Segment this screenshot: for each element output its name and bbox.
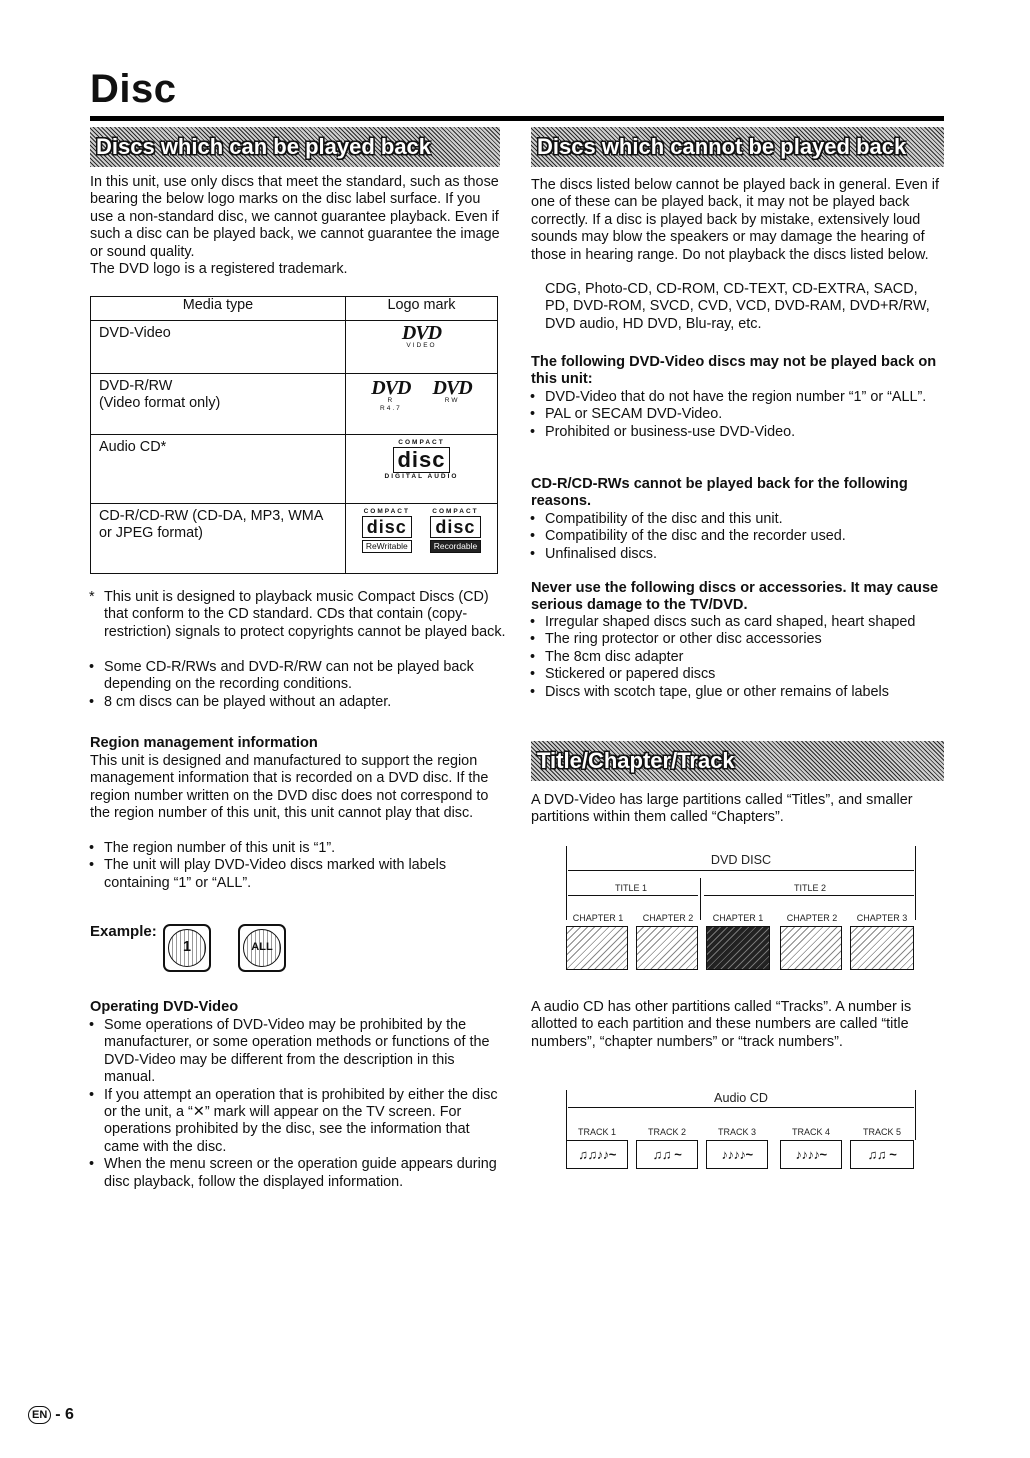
footnote-list	[88, 589, 506, 641]
list-item: • Compatibility of the disc and this unit.	[529, 511, 943, 528]
audio-cd-diagram	[566, 1090, 916, 1170]
music-note-icon: ♪♪♪♪~	[780, 1140, 842, 1169]
list-item: • Compatibility of the disc and the recorder used.	[529, 528, 943, 545]
dvd-disc-label: DVD DISC	[710, 853, 772, 867]
list-item: • DVD-Video that do not have the region number “1” or “ALL”.	[529, 389, 943, 406]
track-label: TRACK 4	[791, 1127, 830, 1137]
list-item: • Stickered or papered discs	[529, 666, 947, 683]
operating-list	[88, 1017, 506, 1191]
title-2-label: TITLE 2	[793, 883, 826, 893]
language-badge: EN	[28, 1406, 51, 1424]
never-use-list	[529, 614, 947, 701]
recordable-label: Recordable	[430, 540, 481, 553]
media-cell: DVD-Video	[91, 321, 346, 374]
list-item: • The region number of this unit is “1”.	[88, 840, 506, 857]
chapter-thumbnail	[566, 926, 628, 970]
never-use-heading: Never use the following discs or accessories. It may cause serious damage to the TV/DVD.	[531, 580, 939, 614]
chapter-label: CHAPTER 1	[712, 913, 764, 923]
music-note-icon: ♪♪♪♪~	[706, 1140, 768, 1169]
cdr-list	[529, 511, 943, 563]
region-text: This unit is designed and manufactured to support the region management information that is recorded on a DVD disc. If the region number written on the DVD disc does not correspond to the region number of this unit, this unit cannot play that disc.	[90, 753, 489, 822]
title-1-label: TITLE 1	[614, 883, 647, 893]
track-label: TRACK 3	[717, 1127, 756, 1137]
page-title: Disc	[90, 67, 177, 111]
section-heading-title-chapter-track: Title/Chapter/Track	[531, 741, 944, 781]
title-1-arrow	[568, 895, 698, 896]
list-item: • The ring protector or other disc accessories	[529, 631, 947, 648]
music-note-icon: ♫♫♪♪~	[566, 1140, 628, 1169]
track-label: TRACK 5	[862, 1127, 901, 1137]
list-item: • Irregular shaped discs such as card shaped, heart shaped	[529, 614, 947, 631]
list-item: • PAL or SECAM DVD-Video.	[529, 406, 943, 423]
list-item: • Some operations of DVD-Video may be prohibited by the manufacturer, or some operation methods or functions of the DVD-Video may be different from the description in this manual.	[88, 1017, 506, 1087]
col-media-header: Media type	[91, 297, 346, 321]
media-cell: CD-R/CD-RW (CD-DA, MP3, WMA or JPEG format)	[91, 504, 346, 574]
dvd-r-rw-logo: DVD R R4.7 DVD RW	[346, 374, 498, 435]
chapter-thumbnail	[636, 926, 698, 970]
trademark-text: The DVD logo is a registered trademark.	[90, 261, 348, 277]
dvd-logo-text: DVD	[401, 322, 442, 344]
cd-r-rw-logo: COMPACT disc ReWritable COMPACT disc Recordable	[346, 504, 498, 574]
section-heading-not-playable: Discs which cannot be played back	[531, 127, 944, 167]
rewritable-label: ReWritable	[362, 540, 412, 553]
chapter-thumbnail	[780, 926, 842, 970]
list-item: • If you attempt an operation that is prohibited by either the disc or the unit, a “✕” mark will appear on the TV screen. For operations prohibited by the disc, see the information that came with the disc.	[88, 1087, 506, 1157]
page-number: - 6	[55, 1406, 74, 1424]
dvd-r-logo-text: DVD	[371, 377, 411, 399]
dvd-video-heading: The following DVD-Video discs may not be played back on this unit:	[531, 354, 937, 388]
section-heading-playable: Discs which can be played back	[90, 127, 500, 167]
region-heading: Region management information	[90, 735, 318, 751]
media-table	[90, 296, 498, 574]
list-item: • Unfinalised discs.	[529, 546, 943, 563]
operating-heading: Operating DVD-Video	[90, 999, 239, 1015]
chapter-label: CHAPTER 2	[786, 913, 838, 923]
disc-logo-text: disc	[393, 447, 449, 473]
title-2-arrow	[704, 895, 914, 896]
diagram-tick	[700, 878, 701, 920]
list-item: * This unit is designed to playback music Compact Discs (CD) that conform to the CD standard. CDs that contain (copy-restriction) signals to protect copyrights cannot be played back.	[88, 589, 506, 641]
track-label: TRACK 2	[647, 1127, 686, 1137]
chapter-label: CHAPTER 3	[856, 913, 908, 923]
list-item: • Some CD-R/RWs and DVD-R/RW can not be played back depending on the recording conditions.	[88, 659, 506, 694]
cd-partition-text: A audio CD has other partitions called “Tracks”. A number is allotted to each partition and these numbers are called “title numbers”, “chapter numbers” or “track numbers”.	[531, 999, 912, 1050]
chapter-label: CHAPTER 2	[642, 913, 694, 923]
audio-cd-arrow	[568, 1107, 914, 1108]
title-rule	[90, 116, 944, 121]
media-cell: Audio CD*	[91, 435, 346, 504]
dvd-partition-text: A DVD-Video has large partitions called “Titles”, and smaller partitions within them called “Chapters”.	[531, 792, 913, 826]
media-cell: DVD-R/RW (Video format only)	[91, 374, 346, 435]
chapter-label: CHAPTER 1	[572, 913, 624, 923]
video-logo-text: VIDEO	[406, 342, 437, 350]
not-playable-intro: The discs listed below cannot be played back in general. Even if one of these can be played back, it may not be played back correctly. If a disc is played back by mistake, extensively loud sounds may blow the speakers or may damage the hearing of those in hearing range. Do not playback the discs listed below.	[531, 177, 939, 263]
dvd-video-logo	[346, 321, 498, 374]
list-item: • Discs with scotch tape, glue or other remains of labels	[529, 684, 947, 701]
music-note-icon: ♫♫ ~	[850, 1140, 914, 1169]
dvd-rw-logo-text: DVD	[432, 377, 472, 399]
col-logo-header: Logo mark	[346, 297, 498, 321]
audio-cd-label: Audio CD	[714, 1091, 768, 1105]
page-footer	[28, 1406, 74, 1424]
dvd-disc-arrow	[568, 870, 914, 871]
list-item: • 8 cm discs can be played without an adapter.	[88, 694, 506, 711]
region-all-icon: ALL	[238, 924, 286, 972]
list-item: • The 8cm disc adapter	[529, 649, 947, 666]
region-list	[88, 840, 506, 892]
cdr-heading: CD-R/CD-RWs cannot be played back for the following reasons.	[531, 476, 908, 510]
chapter-thumbnail	[850, 926, 914, 970]
audio-cd-logo: COMPACT disc DIGITAL AUDIO	[346, 435, 498, 504]
dvd-partition-diagram	[566, 846, 916, 976]
dvd-video-list	[529, 389, 943, 441]
music-note-icon: ♫♫ ~	[636, 1140, 698, 1169]
region-1-icon: 1	[163, 924, 211, 972]
list-item: • Prohibited or business-use DVD-Video.	[529, 424, 943, 441]
playback-notes-list	[88, 659, 506, 711]
chapter-thumbnail	[706, 926, 770, 970]
track-label: TRACK 1	[577, 1127, 616, 1137]
list-item: • The unit will play DVD-Video discs marked with labels containing “1” or “ALL”.	[88, 857, 506, 892]
not-playable-list: CDG, Photo-CD, CD-ROM, CD-TEXT, CD-EXTRA, SACD, PD, DVD-ROM, SVCD, CVD, VCD, DVD-RAM, DVD+R/RW, DVD audio, HD DVD, Blu-ray, etc.	[545, 281, 930, 332]
list-item: • When the menu screen or the operation guide appears during disc playback, follow the displayed information.	[88, 1156, 506, 1191]
intro-text: In this unit, use only discs that meet the standard, such as those bearing the below logo marks on the disc label surface. If you use a non-standard disc, we cannot guarantee playback. Even if such a disc can be played back, we cannot guarantee the image or sound quality.	[90, 174, 500, 260]
example-label: Example:	[90, 923, 157, 940]
